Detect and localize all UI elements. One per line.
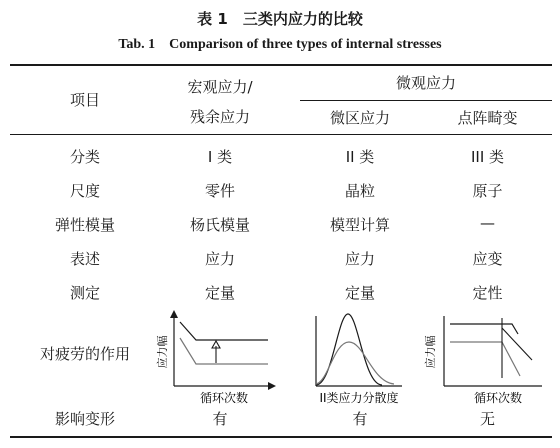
header-macro-line1: 宏观应力/	[187, 78, 253, 96]
macro-stress-plot	[152, 308, 284, 408]
header-bottom-rule	[10, 134, 552, 135]
lower-curve	[450, 342, 520, 376]
upper-curve	[450, 324, 518, 334]
micro-header-rule	[300, 100, 552, 101]
row-macro: 零件	[204, 182, 235, 200]
fatigue-row-label: 对疲劳的作用	[39, 345, 130, 363]
row-lattice: III 类	[470, 148, 505, 166]
header-micro-zone: 微区应力	[329, 109, 390, 127]
header-lattice: 点阵畸变	[457, 109, 518, 127]
macro-plot-xlabel: 循环次数	[199, 391, 249, 405]
row-micro-zone: 晶粒	[344, 182, 375, 200]
lattice-plot-ylabel: 应力幅	[424, 335, 437, 369]
row-label: 表述	[69, 250, 100, 268]
header-micro: 微观应力	[395, 74, 456, 92]
row-lattice: —	[480, 214, 495, 232]
row-micro-zone: II 类	[345, 148, 375, 166]
row-micro-zone: 模型计算	[329, 216, 390, 234]
table-title-english: Tab. 1 Comparison of three types of internal stresses	[118, 37, 442, 52]
row-label: 弹性模量	[54, 216, 115, 234]
row-label: 影响变形	[54, 410, 115, 428]
row-lattice: 应变	[472, 250, 503, 268]
row-label: 尺度	[69, 182, 100, 200]
row-micro-zone: 有	[352, 410, 368, 428]
wide-distribution-curve	[316, 342, 394, 384]
row-macro: 定量	[204, 284, 235, 302]
row-macro: 应力	[204, 250, 235, 268]
x-axis-arrow	[268, 382, 276, 390]
bottom-rule	[10, 436, 552, 438]
header-macro-line2: 残余应力	[189, 108, 250, 126]
row-lattice: 定性	[472, 284, 503, 302]
row-label: 测定	[69, 284, 100, 302]
row-macro: I 类	[207, 148, 233, 166]
row-macro: 杨氏模量	[189, 216, 250, 234]
micro-plot-xlabel: II类应力分散度	[319, 391, 399, 405]
row-lattice: 无	[479, 410, 495, 428]
row-label: 分类	[69, 148, 100, 166]
row-lattice: 原子	[472, 182, 503, 200]
lattice-distortion-plot	[420, 308, 554, 408]
header-item: 项目	[69, 91, 100, 109]
upper-curve	[180, 322, 268, 340]
lower-curve	[180, 338, 268, 364]
y-axis-arrow	[170, 310, 178, 318]
macro-plot-ylabel: 应力幅	[156, 335, 169, 369]
table-title-chinese: 表 1 三类内应力的比较	[197, 10, 363, 28]
top-rule	[10, 64, 552, 66]
row-micro-zone: 应力	[344, 250, 375, 268]
micro-zone-stress-plot	[292, 308, 426, 408]
row-macro: 有	[212, 410, 228, 428]
row-micro-zone: 定量	[344, 284, 375, 302]
lattice-plot-xlabel: 循环次数	[473, 391, 523, 405]
